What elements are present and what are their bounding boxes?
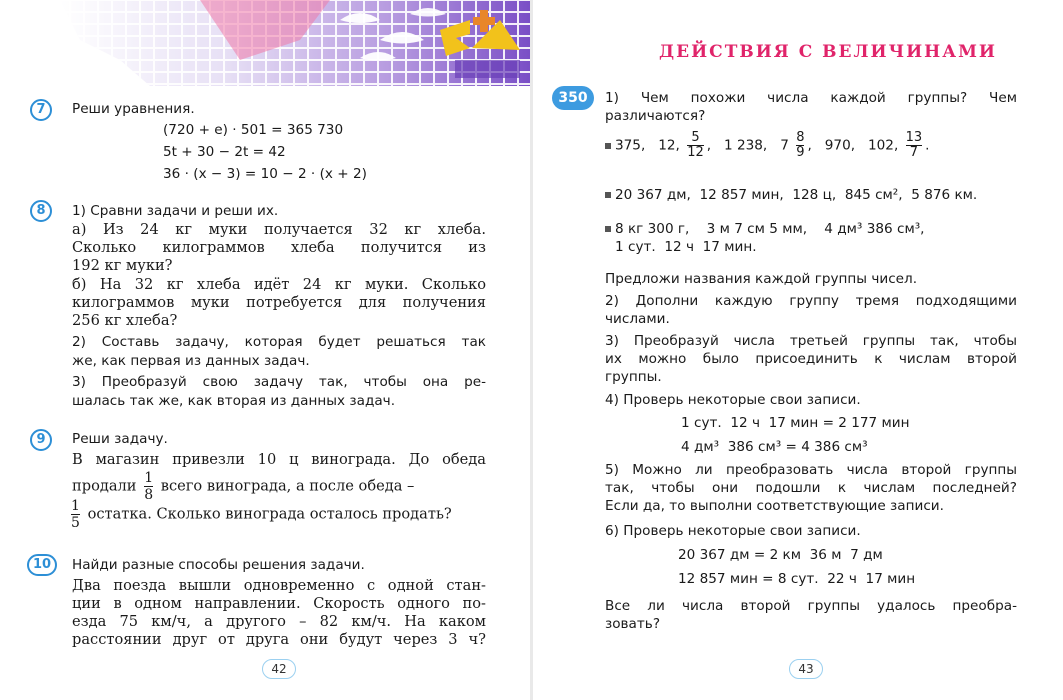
- final-question-line-1: Все ли числа второй группы удалось преобра-: [605, 598, 1017, 614]
- group-1-part-c: , 970, 102,: [807, 137, 899, 154]
- bullet-square-icon: [605, 143, 611, 149]
- group-1-part-d: .: [925, 137, 930, 154]
- exercise-10-line-3: езда 75 км/ч, а другого – 82 км/ч. На каком: [72, 613, 486, 630]
- fraction-numerator: 5: [691, 130, 700, 145]
- fraction-denominator: 5: [71, 515, 80, 531]
- fraction-numerator: 1: [144, 470, 154, 486]
- exercise-8-a-line-3: 192 кг муки?: [72, 257, 173, 274]
- part-5-line-2: так, чтобы они подошли к числам последней?: [605, 480, 1017, 496]
- part-3-line-2: их можно было присоединить к числам второй: [605, 351, 1017, 367]
- exercise-10-line-1: Два поезда вышли одновременно с одной стан-: [72, 577, 486, 594]
- exercise-8-heading: 1) Сравни задачи и реши их.: [72, 203, 279, 219]
- part-4-heading: 4) Проверь некоторые свои записи.: [605, 392, 861, 408]
- question-1-line-1: 1) Чем похожи числа каждой группы? Чем: [605, 90, 1017, 106]
- bullet-square-icon: [605, 192, 611, 198]
- exercise-8-part-3-line-2: шалась так же, как вторая из данных задач.: [72, 393, 396, 409]
- exercise-number-9: 9: [30, 429, 52, 451]
- section-title: ДЕЙСТВИЯ С ВЕЛИЧИНАМИ: [659, 42, 997, 62]
- exercise-number-10: 10: [27, 554, 57, 576]
- part-2-line-2: числами.: [605, 311, 670, 327]
- exercise-number-350: 350: [552, 86, 594, 110]
- left-page: [0, 0, 530, 700]
- fraction-denominator: 12: [687, 145, 704, 160]
- group-1-part-b: , 1 238, 7: [706, 137, 789, 154]
- part-4-example-1: 1 сут. 12 ч 17 мин = 2 177 мин: [681, 415, 910, 431]
- fraction-denominator: 7: [906, 145, 923, 160]
- part-5-line-1: 5) Можно ли преобразовать числа второй группы: [605, 462, 1017, 478]
- exercise-8-b-line-3: 256 кг хлеба?: [72, 312, 178, 329]
- equation-2: 5t + 30 − 2t = 42: [163, 144, 286, 160]
- exercise-10-line-4: расстоянии друг от друга они будут через 3 ч?: [72, 631, 486, 648]
- equation-3: 36 · (x − 3) = 10 − 2 · (x + 2): [163, 166, 367, 182]
- fraction-numerator: 1: [71, 498, 80, 514]
- exercise-7-heading: Реши уравнения.: [72, 101, 195, 117]
- group-1-part-a: 375, 12,: [615, 137, 680, 154]
- exercise-10-line-2: ции в одном направлении. Скорость одного по-: [72, 595, 486, 612]
- exercise-9-line-3-post: остатка. Сколько винограда осталось продать?: [87, 505, 452, 523]
- exercise-8-a-line-2: Сколько килограммов хлеба получится из: [72, 239, 486, 256]
- exercise-9-line-2-post: всего винограда, а после обеда –: [160, 477, 415, 495]
- exercise-8-part-2-line-2: же, как первая из данных задач.: [72, 353, 310, 369]
- group-2-text: 20 367 дм, 12 857 мин, 128 ц, 845 см², 5 876 км.: [615, 187, 978, 203]
- fraction-5-12: [687, 131, 704, 160]
- part-5-line-3: Если да, то выполни соответствующие записи.: [605, 498, 944, 514]
- page-number-right: 43: [789, 659, 823, 679]
- exercise-10-heading: Найди разные способы решения задачи.: [72, 557, 365, 573]
- exercise-9-line-2-pre: продали: [72, 477, 137, 495]
- part-6-example-2: 12 857 мин = 8 сут. 22 ч 17 мин: [678, 571, 916, 587]
- banner-illustration: [0, 0, 530, 86]
- group-2-numbers: [605, 186, 977, 205]
- fraction-8-9: [796, 131, 804, 160]
- exercise-8-part-2-line-1: 2) Составь задачу, которая будет решаться так: [72, 334, 486, 350]
- fraction-13-7: [906, 131, 923, 160]
- exercise-9-line-1: В магазин привезли 10 ц винограда. До обеда: [72, 451, 486, 468]
- exercise-8-b-line-2: килограммов муки потребуется для получения: [72, 294, 486, 311]
- final-question-line-2: зовать?: [605, 616, 661, 632]
- fraction-one-fifth: [71, 498, 80, 531]
- equation-1: (720 + e) · 501 = 365 730: [163, 122, 344, 138]
- right-page: [533, 0, 1063, 700]
- group-1-numbers: [605, 131, 929, 160]
- fraction-numerator: 8: [796, 130, 805, 145]
- bullet-square-icon: [605, 226, 611, 232]
- part-3-line-1: 3) Преобразуй числа третьей группы так, чтобы: [605, 333, 1017, 349]
- fraction-numerator: 13: [905, 130, 923, 145]
- part-4-example-2: 4 дм³ 386 см³ = 4 386 см³: [681, 439, 868, 455]
- header-banner: [0, 0, 530, 86]
- part-2-line-1: 2) Дополни каждую группу тремя подходящими: [605, 293, 1017, 309]
- group-3-text-1: 8 кг 300 г, 3 м 7 см 5 мм, 4 дм³ 386 см³,: [615, 221, 925, 237]
- exercise-8-part-3-line-1: 3) Преобразуй свою задачу так, чтобы она ре-: [72, 374, 486, 390]
- exercise-number-7: 7: [30, 99, 52, 121]
- question-1-line-2: различаются?: [605, 108, 706, 124]
- fraction-denominator: 9: [796, 145, 805, 160]
- exercise-8-b-line-1: б) На 32 кг хлеба идёт 24 кг муки. Сколько: [72, 276, 486, 293]
- part-6-example-1: 20 367 дм = 2 км 36 м 7 дм: [678, 547, 883, 563]
- fraction-denominator: 8: [144, 487, 154, 503]
- exercise-9-line-3: [68, 498, 488, 531]
- part-3-line-3: группы.: [605, 369, 662, 385]
- part-6-heading: 6) Проверь некоторые свои записи.: [605, 523, 861, 539]
- exercise-9-heading: Реши задачу.: [72, 431, 168, 447]
- prompt-name-groups: Предложи названия каждой группы чисел.: [605, 271, 918, 287]
- group-3-numbers-line-2: 1 сут. 12 ч 17 мин.: [615, 239, 757, 255]
- group-3-numbers-line-1: [605, 220, 924, 239]
- page-number-left: 42: [262, 659, 296, 679]
- exercise-number-8: 8: [30, 200, 52, 222]
- exercise-8-a-line-1: а) Из 24 кг муки получается 32 кг хлеба.: [72, 221, 486, 238]
